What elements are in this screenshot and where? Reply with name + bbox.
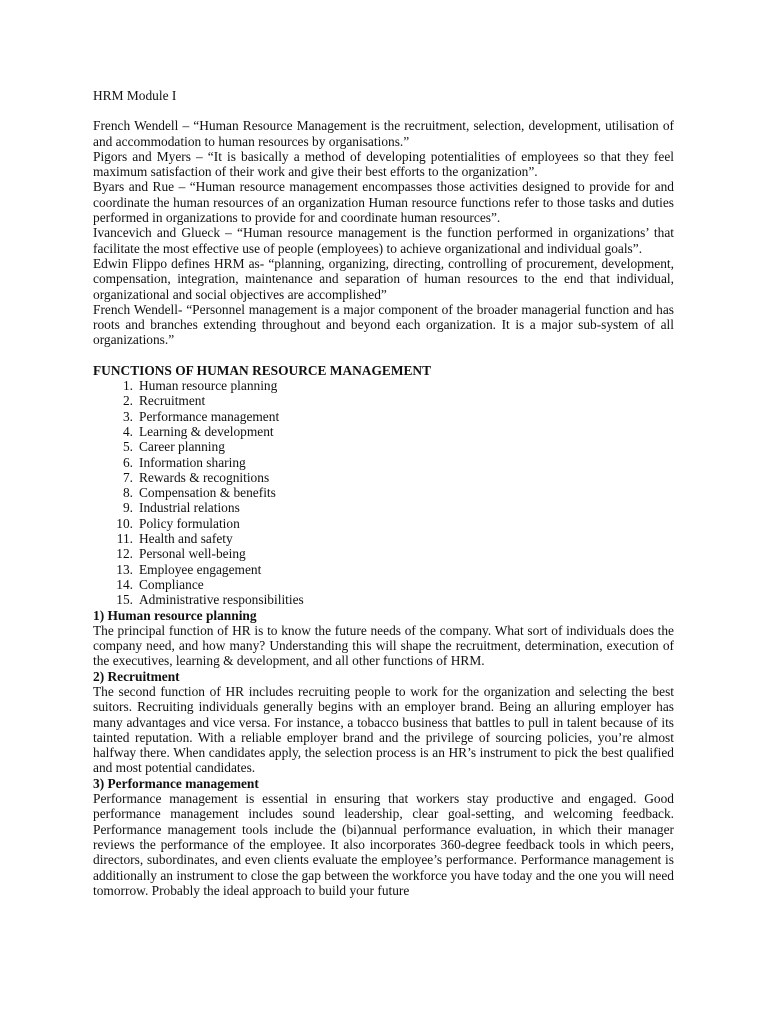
list-item <box>122 393 674 409</box>
list-item-label: Personal well-being <box>139 546 246 562</box>
list-item-label: Compliance <box>139 576 204 592</box>
definition-pigors-myers: Pigors and Myers – “It is basically a method of developing potentialities of employees so that they feel maximum satisfaction of their work and give their best efforts to the organization”. <box>93 148 674 180</box>
functions-heading: FUNCTIONS OF HUMAN RESOURCE MANAGEMENT <box>93 362 431 378</box>
list-item-label: Compensation & benefits <box>139 485 276 501</box>
list-item <box>116 531 674 547</box>
list-item-number: 2. <box>122 393 133 409</box>
list-item-label: Policy formulation <box>139 515 240 531</box>
list-item-label: Industrial relations <box>139 500 240 516</box>
list-item <box>122 408 674 424</box>
list-item <box>122 423 674 439</box>
document-title: HRM Module I <box>93 88 177 103</box>
list-item-number: 11. <box>116 531 133 547</box>
list-item-number: 1. <box>122 378 133 394</box>
list-item-label: Information sharing <box>139 454 246 470</box>
list-item-number: 3. <box>122 408 133 424</box>
list-item-number: 4. <box>122 423 133 439</box>
list-item <box>116 576 674 592</box>
definition-ivancevich-glueck: Ivancevich and Glueck – “Human resource management is the function performed in organizations’ that facilitate the most effective use of people (employees) to achieve organizational and individual goals”. <box>93 225 674 256</box>
definition-edwin-flippo: Edwin Flippo defines HRM as- “planning, organizing, directing, controlling of procurement, development, compensation, integration, maintenance and separation of human resources to the end that individual, organizational and social objectives are accomplished” <box>93 255 674 302</box>
list-item-label: Health and safety <box>139 531 233 547</box>
section-body-performance-management: Performance management is essential in ensuring that workers stay productive and engaged. Good performance management includes sound leadership, clear goal-setting, and welcoming feedback. Performance management tools include the (bi)annual performance evaluation, in which their manager reviews the performance of the employee. It also incorporates 360-degree feedback tools in which peers, directors, subordinates, and even clients evaluate the employee’s performance. Performance management is additionally an instrument to close the gap between the workforce you have today and the one you will need tomorrow. Probably the ideal approach to build your future <box>93 791 674 898</box>
list-item <box>122 485 674 501</box>
list-item <box>122 500 674 516</box>
list-item-number: 8. <box>122 485 133 501</box>
list-item-label: Recruitment <box>139 393 206 409</box>
list-item <box>122 378 674 394</box>
list-item-label: Employee engagement <box>139 561 262 577</box>
definition-french-wendell-personnel: French Wendell- “Personnel management is a major component of the broader managerial function and has roots and branches extending throughout and beyond each organization. It is a major sub-system of all organizations.” <box>93 301 674 348</box>
list-item <box>122 439 674 455</box>
list-item-number: 15. <box>116 592 133 608</box>
list-item <box>122 454 674 470</box>
list-item-number: 9. <box>122 500 133 516</box>
list-item-number: 12. <box>116 546 133 562</box>
functions-list <box>93 378 674 607</box>
list-item <box>116 546 674 562</box>
section-body-recruitment: The second function of HR includes recruiting people to work for the organization and selecting the best suitors. Recruiting individuals generally begins with an employer brand. Being an alluring employer has many advantages and vice versa. For instance, a tobacco business that battles to pull in talent because of its tainted reputation. With a reliable employer brand and the privilege of sourcing policies, you’re almost halfway there. When candidates apply, the selection process is an HR’s instrument to pick the best qualified and most potential candidates. <box>93 683 674 776</box>
list-item <box>116 515 674 531</box>
section-body-hr-planning: The principal function of HR is to know the future needs of the company. What sort of individuals does the company need, and how many? Understanding this will shape the recruitment, determination, execution of the executives, learning & development, and all other functions of HRM. <box>93 622 674 669</box>
list-item <box>116 561 674 577</box>
list-item-number: 10. <box>116 515 133 531</box>
section-heading-performance-management: 3) Performance management <box>93 775 259 791</box>
list-item-label: Performance management <box>139 408 280 424</box>
list-item-label: Administrative responsibilities <box>139 592 304 608</box>
list-item-label: Rewards & recognitions <box>139 469 270 485</box>
list-item-number: 6. <box>122 454 133 470</box>
list-item-number: 14. <box>116 576 133 592</box>
section-heading-hr-planning: 1) Human resource planning <box>93 607 257 623</box>
list-item <box>116 592 674 608</box>
list-item-number: 5. <box>122 439 133 455</box>
definition-byars-rue: Byars and Rue – “Human resource management encompasses those activities designed to provide for and coordinate the human resources of an organization Human resource functions refer to those tasks and duties performed in organizations to provide for and coordinate human resources”. <box>93 179 674 226</box>
section-heading-recruitment: 2) Recruitment <box>93 668 180 684</box>
list-item <box>122 469 674 485</box>
definition-french-wendell-hrm: French Wendell – “Human Resource Management is the recruitment, selection, development, utilisation of and accommodation to human resources by organisations.” <box>93 118 674 149</box>
list-item-number: 13. <box>116 561 133 577</box>
list-item-number: 7. <box>122 469 133 485</box>
list-item-label: Career planning <box>139 439 225 455</box>
list-item-label: Human resource planning <box>139 378 278 394</box>
list-item-label: Learning & development <box>139 423 274 439</box>
